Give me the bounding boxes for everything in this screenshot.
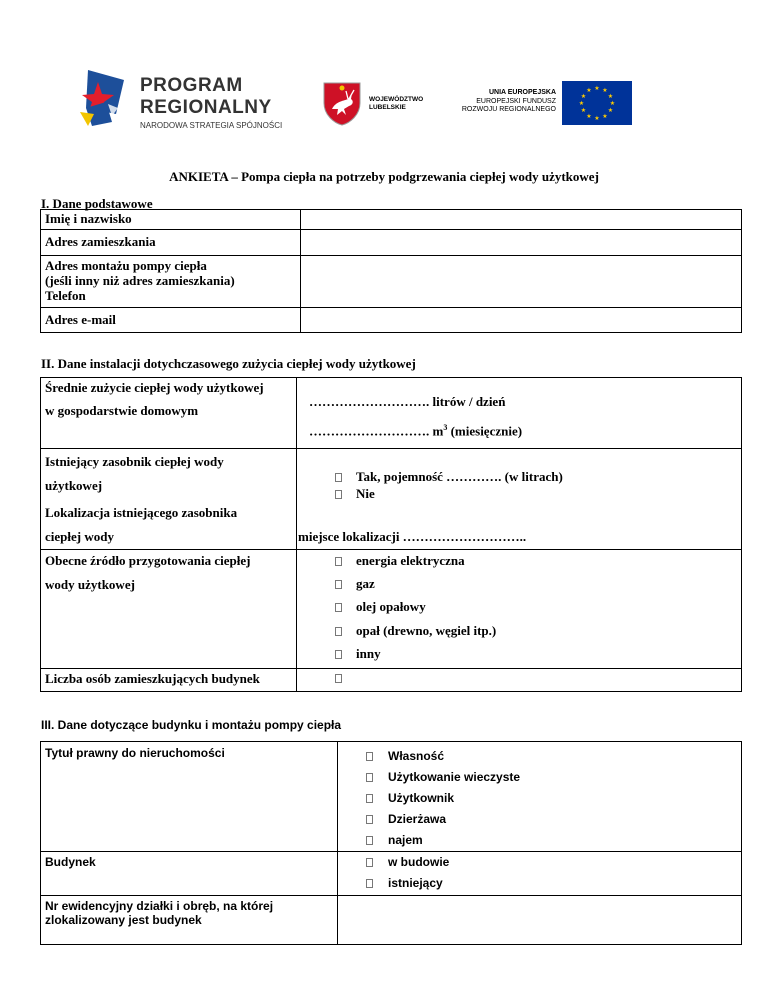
svg-text:★: ★ [602,87,608,94]
svg-text:★: ★ [580,93,587,100]
usage-label-1: Średnie zużycie ciepłej wody użytkowej [45,380,264,395]
building-opt-existing: istniejący [388,876,443,890]
checkbox-tank-yes[interactable] [335,473,342,482]
label-email: Adres e-mail [45,312,116,327]
title-opt-perpetual: Użytkowanie wieczyste [388,770,521,784]
address-field[interactable] [302,231,740,254]
svg-text:★: ★ [609,100,616,107]
parcel-field[interactable] [339,897,740,944]
checkbox-persons[interactable] [335,674,342,683]
svg-text:★: ★ [594,85,600,92]
label-install-address: Adres montażu pompy ciepła [45,258,207,273]
checkbox-source-oil[interactable] [335,603,342,612]
source-label-1: Obecne źródło przygotowania ciepłej [45,553,251,568]
email-field[interactable] [302,309,740,332]
eu-line1: UNIA EUROPEJSKA [488,89,556,96]
install-address-field[interactable] [302,257,740,306]
tank-label-1: Istniejący zasobnik ciepłej wody [45,454,224,469]
title-opt-user: Użytkownik [388,791,455,805]
title-opt-rent: najem [388,833,423,847]
checkbox-title-perpetual[interactable] [366,773,373,782]
checkbox-source-other[interactable] [335,650,342,659]
name-field[interactable] [302,211,740,228]
parcel-label-2: zlokalizowany jest budynek [45,913,202,927]
loc-label-1: Lokalizacja istniejącego zasobnika [45,505,238,520]
source-opt-fuel: opał (drewno, węgiel itp.) [356,623,497,638]
building-opt-construction: w budowie [388,855,450,869]
persons-label: Liczba osób zamieszkujących budynek [45,671,260,686]
loc-field[interactable]: miejsce lokalizacji ……………………….. [298,529,527,544]
checkbox-title-user[interactable] [366,794,373,803]
section3-heading: III. Dane dotyczące budynku i montażu pompy ciepła [41,718,342,732]
woj-line1: WOJEWÓDZTWO [369,96,424,103]
svg-text:★: ★ [580,107,587,114]
usage-label-2: w gospodarstwie domowym [45,403,199,418]
checkbox-title-rent[interactable] [366,836,373,845]
legal-title-label: Tytuł prawny do nieruchomości [45,746,225,760]
checkbox-source-electric[interactable] [335,557,342,566]
usage-liters-field[interactable]: ………………………. litrów / dzień [309,394,506,409]
program-line3: NARODOWA STRATEGIA SPÓJNOŚCI [140,121,283,130]
svg-text:★: ★ [607,93,614,100]
source-label-2: wody użytkowej [45,577,135,592]
source-opt-other: inny [356,646,381,661]
section1-heading: I. Dane podstawowe [41,196,153,211]
label-name: Imię i nazwisko [45,211,132,226]
title-opt-ownership: Własność [388,749,445,763]
tank-label-2: użytkowej [45,478,103,493]
usage-m3-field[interactable] [309,423,522,439]
lubelskie-shield-icon [322,81,362,127]
section2-heading: II. Dane instalacji dotychczasowego zużycia ciepłej wody użytkowej [41,356,416,371]
eu-flag-icon [562,81,632,125]
label-phone: Telefon [45,288,86,303]
label-address: Adres zamieszkania [45,234,156,249]
checkbox-tank-no[interactable] [335,490,342,499]
program-line1: PROGRAM [140,75,243,96]
eu-line2: EUROPEJSKI FUNDUSZ [476,98,556,105]
parcel-label-1: Nr ewidencyjny działki i obręb, na której [45,899,274,913]
checkbox-building-existing[interactable] [366,879,373,888]
nss-star-icon [78,68,138,128]
tank-yes-label: Tak, pojemność …………. (w litrach) [356,469,563,484]
svg-text:★: ★ [586,113,592,120]
title-opt-lease: Dzierżawa [388,812,447,826]
svg-text:★: ★ [594,115,600,122]
checkbox-building-construction[interactable] [366,858,373,867]
source-opt-oil: olej opałowy [356,599,426,614]
program-line2: REGIONALNY [140,97,272,118]
usage-m3-sup: 3 [443,423,448,432]
checkbox-source-gas[interactable] [335,580,342,589]
eu-line3: ROZWOJU REGIONALNEGO [461,106,556,113]
tank-no-label: Nie [356,486,375,501]
svg-text:★: ★ [586,87,592,94]
usage-m3-dots: ………………………. m [309,423,444,439]
checkbox-title-ownership[interactable] [366,752,373,761]
source-opt-gas: gaz [356,576,375,591]
source-opt-electric: energia elektryczna [356,553,465,568]
svg-text:★: ★ [607,107,614,114]
page-title: ANKIETA – Pompa ciepła na potrzeby podgrzewania ciepłej wody użytkowej [169,169,599,184]
checkbox-source-fuel[interactable] [335,627,342,636]
label-install-address-note: (jeśli inny niż adres zamieszkania) [45,273,235,288]
building-label: Budynek [45,855,96,869]
woj-line2: LUBELSKIE [369,104,406,111]
svg-text:★: ★ [578,100,585,107]
svg-text:★: ★ [602,113,608,120]
checkbox-title-lease[interactable] [366,815,373,824]
loc-label-2: ciepłej wody [45,529,114,544]
usage-m3-unit: (miesięcznie) [447,423,523,439]
